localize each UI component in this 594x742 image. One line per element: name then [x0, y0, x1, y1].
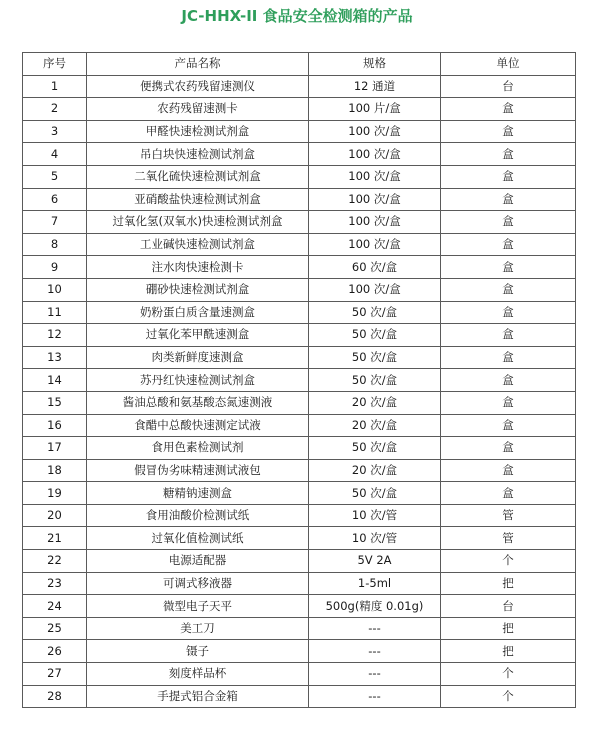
cell-spec: 1-5ml — [309, 572, 441, 595]
cell-seq: 10 — [23, 278, 87, 301]
cell-unit: 盒 — [441, 414, 576, 437]
cell-unit: 个 — [441, 550, 576, 573]
cell-seq: 16 — [23, 414, 87, 437]
table-row — [23, 256, 576, 279]
cell-seq: 22 — [23, 550, 87, 573]
cell-spec: 20 次/盒 — [309, 414, 441, 437]
product-table — [22, 52, 576, 708]
cell-product-name: 假冒伪劣味精速测试液包 — [87, 459, 309, 482]
cell-spec: 10 次/管 — [309, 504, 441, 527]
cell-spec: 50 次/盒 — [309, 301, 441, 324]
cell-unit: 管 — [441, 504, 576, 527]
table-row — [23, 98, 576, 121]
cell-seq: 1 — [23, 75, 87, 98]
cell-seq: 26 — [23, 640, 87, 663]
cell-product-name: 农药残留速测卡 — [87, 98, 309, 121]
table-row — [23, 324, 576, 347]
table-header-row — [23, 53, 576, 76]
cell-unit: 盒 — [441, 233, 576, 256]
cell-unit: 盒 — [441, 98, 576, 121]
cell-spec: 5V 2A — [309, 550, 441, 573]
cell-spec: 100 次/盒 — [309, 165, 441, 188]
cell-unit: 盒 — [441, 369, 576, 392]
table-row — [23, 414, 576, 437]
cell-unit: 盒 — [441, 459, 576, 482]
cell-unit: 盒 — [441, 143, 576, 166]
cell-spec: 60 次/盒 — [309, 256, 441, 279]
cell-seq: 6 — [23, 188, 87, 211]
cell-unit: 盒 — [441, 278, 576, 301]
cell-spec: --- — [309, 640, 441, 663]
cell-product-name: 微型电子天平 — [87, 595, 309, 618]
cell-seq: 20 — [23, 504, 87, 527]
cell-product-name: 甲醛快速检测试剂盒 — [87, 120, 309, 143]
cell-unit: 盒 — [441, 346, 576, 369]
cell-spec: 100 片/盒 — [309, 98, 441, 121]
cell-seq: 27 — [23, 663, 87, 686]
table-row — [23, 75, 576, 98]
table-row — [23, 437, 576, 460]
header-unit: 单位 — [441, 53, 576, 76]
cell-seq: 19 — [23, 482, 87, 505]
cell-unit: 个 — [441, 663, 576, 686]
cell-product-name: 奶粉蛋白质含量速测盒 — [87, 301, 309, 324]
header-seq: 序号 — [23, 53, 87, 76]
table-row — [23, 572, 576, 595]
table-row — [23, 391, 576, 414]
table-row — [23, 165, 576, 188]
cell-product-name: 食醋中总酸快速测定试液 — [87, 414, 309, 437]
cell-spec: 100 次/盒 — [309, 143, 441, 166]
cell-seq: 3 — [23, 120, 87, 143]
cell-spec: 50 次/盒 — [309, 482, 441, 505]
cell-product-name: 食用色素检测试剂 — [87, 437, 309, 460]
cell-spec: 12 通道 — [309, 75, 441, 98]
page-title: JC-HHX-II 食品安全检测箱的产品 — [181, 7, 413, 25]
cell-spec: 100 次/盒 — [309, 211, 441, 234]
cell-spec: 50 次/盒 — [309, 324, 441, 347]
table-row — [23, 120, 576, 143]
cell-unit: 盒 — [441, 211, 576, 234]
header-product-name: 产品名称 — [87, 53, 309, 76]
cell-unit: 盒 — [441, 437, 576, 460]
table-row — [23, 188, 576, 211]
table-row — [23, 369, 576, 392]
cell-seq: 17 — [23, 437, 87, 460]
cell-product-name: 便携式农药残留速测仪 — [87, 75, 309, 98]
table-row — [23, 617, 576, 640]
table-row — [23, 482, 576, 505]
table-row — [23, 504, 576, 527]
cell-product-name: 电源适配器 — [87, 550, 309, 573]
cell-product-name: 吊白块快速检测试剂盒 — [87, 143, 309, 166]
cell-spec: --- — [309, 617, 441, 640]
cell-spec: 100 次/盒 — [309, 278, 441, 301]
cell-seq: 14 — [23, 369, 87, 392]
cell-unit: 盒 — [441, 391, 576, 414]
table-row — [23, 550, 576, 573]
cell-unit: 把 — [441, 640, 576, 663]
cell-spec: --- — [309, 685, 441, 708]
cell-product-name: 亚硝酸盐快速检测试剂盒 — [87, 188, 309, 211]
cell-product-name: 硼砂快速检测试剂盒 — [87, 278, 309, 301]
cell-product-name: 美工刀 — [87, 617, 309, 640]
cell-unit: 盒 — [441, 165, 576, 188]
cell-product-name: 过氧化苯甲酰速测盒 — [87, 324, 309, 347]
cell-spec: 100 次/盒 — [309, 188, 441, 211]
cell-seq: 25 — [23, 617, 87, 640]
cell-unit: 盒 — [441, 324, 576, 347]
cell-seq: 24 — [23, 595, 87, 618]
cell-unit: 台 — [441, 595, 576, 618]
cell-seq: 28 — [23, 685, 87, 708]
cell-product-name: 食用油酸价检测试纸 — [87, 504, 309, 527]
table-row — [23, 527, 576, 550]
cell-product-name: 二氧化硫快速检测试剂盒 — [87, 165, 309, 188]
table-row — [23, 233, 576, 256]
table-row — [23, 685, 576, 708]
header-spec: 规格 — [309, 53, 441, 76]
cell-unit: 盒 — [441, 188, 576, 211]
table-row — [23, 346, 576, 369]
cell-unit: 盒 — [441, 256, 576, 279]
cell-seq: 8 — [23, 233, 87, 256]
cell-product-name: 过氧化值检测试纸 — [87, 527, 309, 550]
cell-seq: 18 — [23, 459, 87, 482]
cell-product-name: 肉类新鲜度速测盒 — [87, 346, 309, 369]
cell-unit: 把 — [441, 617, 576, 640]
cell-product-name: 工业碱快速检测试剂盒 — [87, 233, 309, 256]
cell-product-name: 糖精钠速测盒 — [87, 482, 309, 505]
cell-product-name: 手提式铝合金箱 — [87, 685, 309, 708]
cell-spec: 50 次/盒 — [309, 369, 441, 392]
cell-unit: 管 — [441, 527, 576, 550]
cell-spec: --- — [309, 663, 441, 686]
table-row — [23, 663, 576, 686]
cell-spec: 500g(精度 0.01g) — [309, 595, 441, 618]
cell-spec: 20 次/盒 — [309, 391, 441, 414]
cell-product-name: 可调式移液器 — [87, 572, 309, 595]
cell-spec: 100 次/盒 — [309, 120, 441, 143]
table-row — [23, 211, 576, 234]
table-row — [23, 640, 576, 663]
cell-product-name: 苏丹红快速检测试剂盒 — [87, 369, 309, 392]
cell-unit: 盒 — [441, 120, 576, 143]
cell-seq: 12 — [23, 324, 87, 347]
cell-seq: 11 — [23, 301, 87, 324]
cell-unit: 台 — [441, 75, 576, 98]
cell-spec: 100 次/盒 — [309, 233, 441, 256]
cell-spec: 20 次/盒 — [309, 459, 441, 482]
cell-spec: 50 次/盒 — [309, 437, 441, 460]
cell-unit: 盒 — [441, 482, 576, 505]
cell-seq: 5 — [23, 165, 87, 188]
cell-seq: 2 — [23, 98, 87, 121]
cell-product-name: 过氧化氢(双氧水)快速检测试剂盒 — [87, 211, 309, 234]
table-row — [23, 301, 576, 324]
cell-product-name: 镊子 — [87, 640, 309, 663]
cell-unit: 把 — [441, 572, 576, 595]
cell-product-name: 酱油总酸和氨基酸态氮速测液 — [87, 391, 309, 414]
cell-seq: 9 — [23, 256, 87, 279]
cell-product-name: 注水肉快速检测卡 — [87, 256, 309, 279]
table-row — [23, 143, 576, 166]
cell-product-name: 刻度样品杯 — [87, 663, 309, 686]
cell-seq: 4 — [23, 143, 87, 166]
cell-unit: 盒 — [441, 301, 576, 324]
table-row — [23, 595, 576, 618]
cell-spec: 50 次/盒 — [309, 346, 441, 369]
cell-seq: 13 — [23, 346, 87, 369]
cell-unit: 个 — [441, 685, 576, 708]
table-row — [23, 459, 576, 482]
cell-seq: 7 — [23, 211, 87, 234]
cell-seq: 23 — [23, 572, 87, 595]
cell-seq: 21 — [23, 527, 87, 550]
cell-seq: 15 — [23, 391, 87, 414]
cell-spec: 10 次/管 — [309, 527, 441, 550]
table-row — [23, 278, 576, 301]
